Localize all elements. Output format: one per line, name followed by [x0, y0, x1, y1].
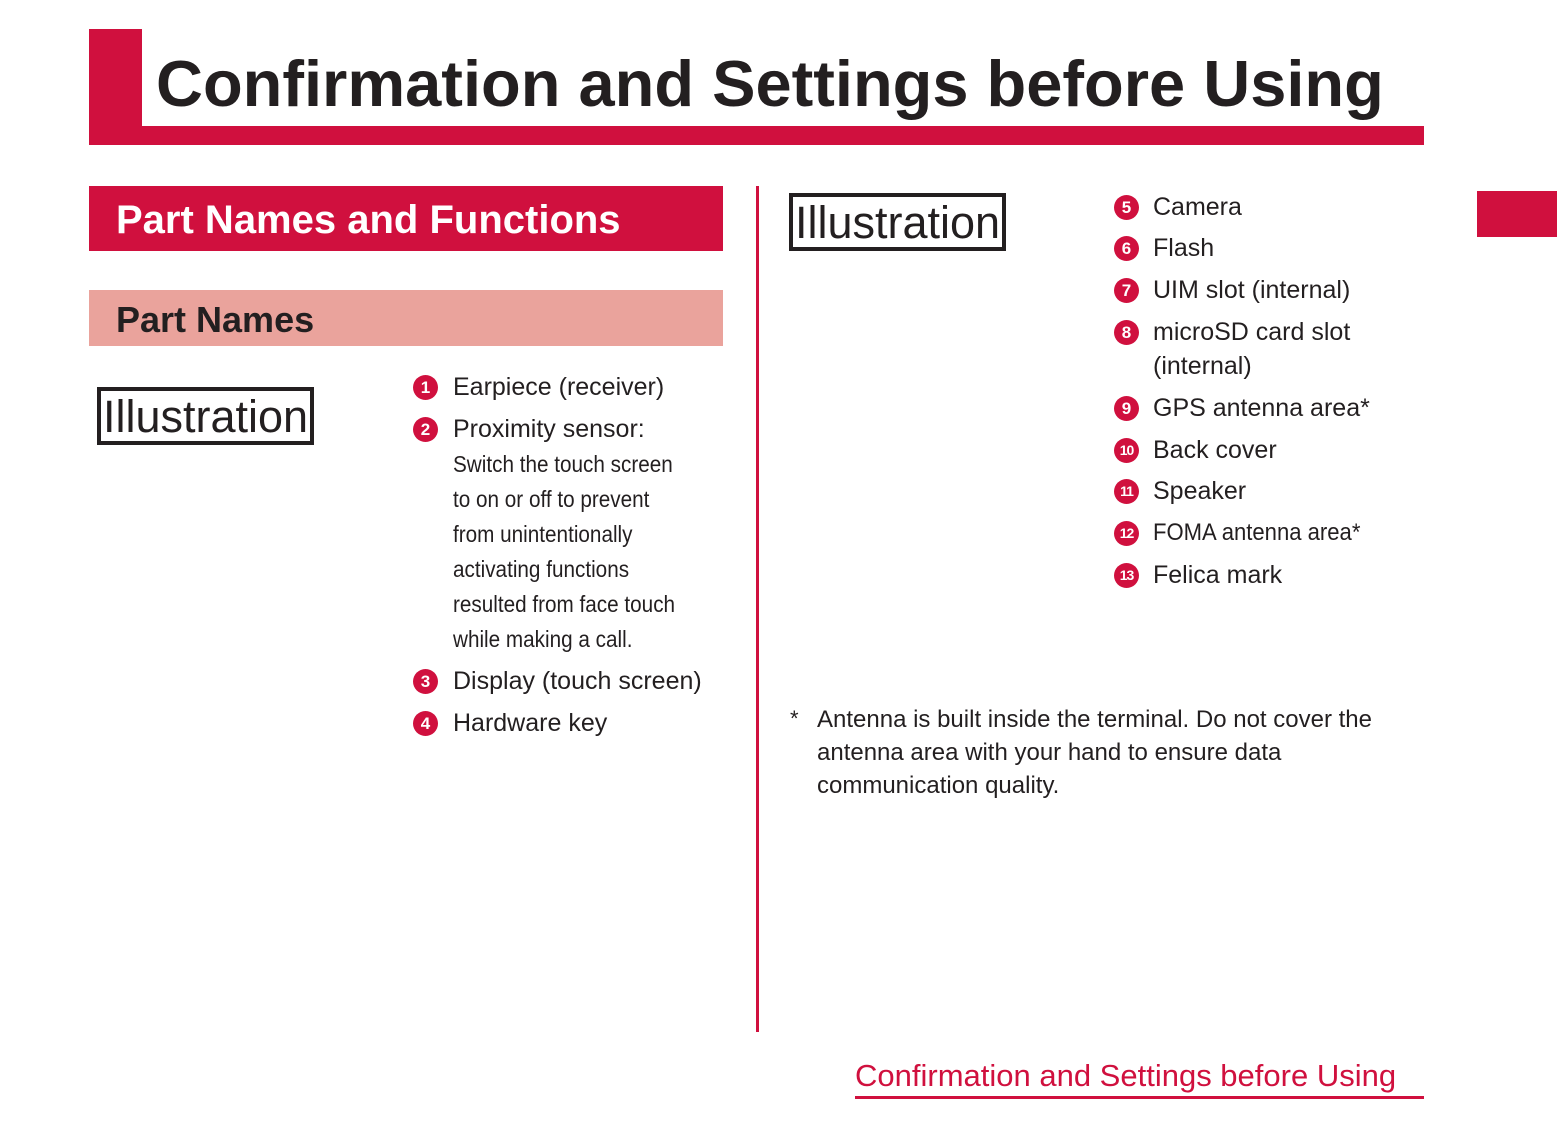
description-line: Switch the touch screen: [453, 451, 673, 477]
part-label: UIM slot (internal): [1153, 276, 1351, 304]
description-line: resulted from face touch: [453, 591, 676, 617]
number-badge: 3: [413, 669, 438, 694]
title-underline: [89, 126, 1424, 145]
footer-chapter-title: Confirmation and Settings before Using: [855, 1058, 1397, 1093]
number-badge: 1: [413, 375, 438, 400]
number-badge: 12: [1114, 521, 1139, 546]
part-label: microSD card slot: [1153, 318, 1351, 346]
page-title: Confirmation and Settings before Using: [156, 47, 1384, 120]
subsection-title: Part Names: [116, 299, 315, 340]
part-label: Camera: [1153, 193, 1242, 221]
part-description: [453, 447, 675, 657]
footnote-text: Antenna is built inside the terminal. Do not cover the antenna area with your hand to ensure data communication quality.: [817, 706, 1372, 799]
part-label: Back cover: [1153, 436, 1277, 464]
part-label: Hardware key: [453, 709, 608, 737]
illustration-front-placeholder: Illustration: [97, 387, 314, 445]
number-badge: 7: [1114, 278, 1139, 303]
part-label: Speaker: [1153, 477, 1247, 505]
part-label: Flash: [1153, 234, 1215, 262]
description-line: from unintentionally: [453, 521, 633, 547]
number-badge: 13: [1114, 563, 1139, 588]
part-label-continued: (internal): [1153, 352, 1252, 380]
number-badge: 8: [1114, 320, 1139, 345]
chapter-thumb-tab: [1477, 191, 1557, 237]
part-label: FOMA antenna area*: [1153, 519, 1361, 546]
part-label: Proximity sensor:: [453, 415, 645, 443]
section-title: Part Names and Functions: [116, 198, 621, 242]
part-label: Display (touch screen): [453, 667, 702, 695]
part-label: Earpiece (receiver): [453, 373, 665, 401]
illustration-back-placeholder: Illustration: [789, 193, 1006, 251]
number-badge: 5: [1114, 195, 1139, 220]
description-line: while making a call.: [453, 626, 633, 652]
description-line: to on or off to prevent: [453, 486, 650, 512]
part-label: Felica mark: [1153, 561, 1283, 589]
description-line: activating functions: [453, 556, 630, 582]
number-badge: 9: [1114, 396, 1139, 421]
footnote-mark: *: [790, 706, 799, 731]
footer-underline: [855, 1096, 1424, 1099]
number-badge: 6: [1114, 236, 1139, 261]
number-badge: 11: [1114, 479, 1139, 504]
number-badge: 4: [413, 711, 438, 736]
part-label: GPS antenna area*: [1153, 394, 1370, 422]
column-divider: [756, 186, 759, 1032]
number-badge: 2: [413, 417, 438, 442]
number-badge: 10: [1114, 438, 1139, 463]
